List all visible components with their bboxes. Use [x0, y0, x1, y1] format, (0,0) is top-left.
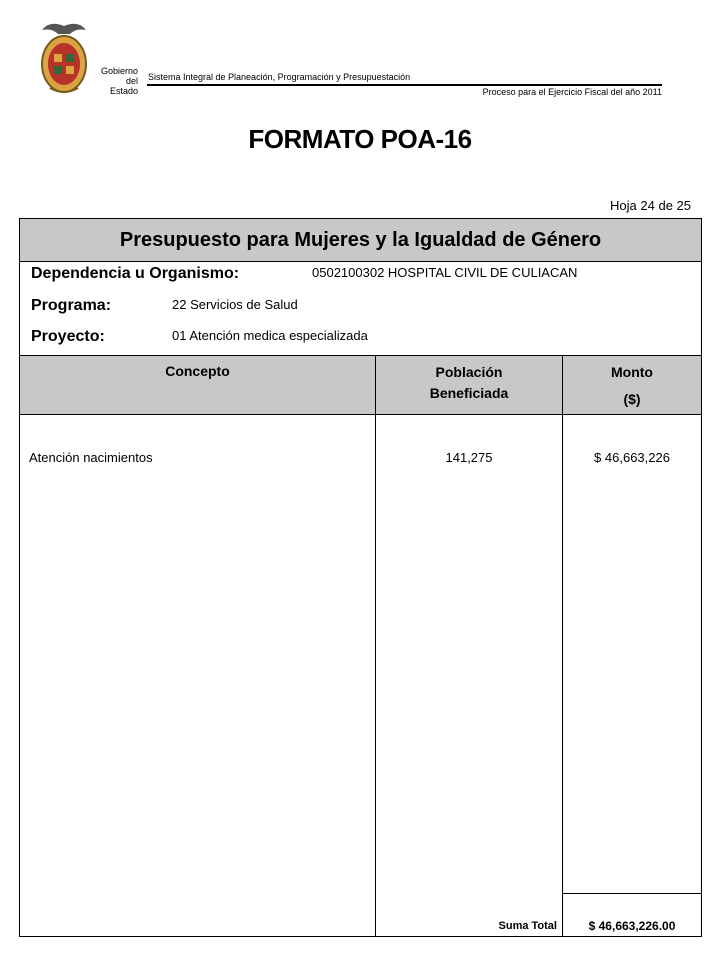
total-value: $ 46,663,226.00: [588, 919, 676, 933]
gov-line-1: Gobierno: [100, 66, 138, 76]
total-separator: [563, 893, 701, 894]
banner-title: Presupuesto para Mujeres y la Igualdad de Género: [119, 228, 602, 251]
row-population: 141,275: [445, 450, 493, 465]
page-title: FORMATO POA-16: [248, 124, 472, 154]
program-label: Programa:: [31, 297, 112, 314]
dependency-label: Dependencia u Organismo:: [31, 265, 240, 282]
program-value: 22 Servicios de Salud: [172, 297, 298, 312]
fiscal-process: Proceso para el Ejercicio Fiscal del año 2011: [482, 87, 662, 97]
state-coat-of-arms: [36, 18, 92, 98]
header-population-line1: Población: [435, 364, 503, 380]
header-amount: [563, 362, 701, 410]
header-concept: Concepto: [165, 363, 230, 379]
header-population-line2: Beneficiada: [429, 385, 509, 401]
sheet-number: Hoja 24 de 25: [610, 198, 691, 213]
project-label: Proyecto:: [31, 328, 105, 345]
form-banner: [20, 219, 701, 262]
dependency-value: 0502100302 HOSPITAL CIVIL DE CULIACAN: [312, 265, 578, 280]
system-name: Sistema Integral de Planeación, Programación y Presupuestación: [148, 72, 411, 82]
header-amount-line2: ($): [623, 391, 641, 407]
header-amount-line1: Monto: [611, 364, 653, 380]
project-value: 01 Atención medica especializada: [172, 328, 368, 343]
gov-line-2: del Estado: [109, 76, 138, 96]
header-rule: [147, 84, 662, 86]
row-concept: Atención nacimientos: [29, 450, 153, 465]
column-divider-1: [375, 355, 376, 937]
total-label: Suma Total: [498, 920, 557, 932]
form-frame: [19, 218, 702, 937]
header-population: [376, 362, 562, 404]
column-divider-2: [562, 355, 563, 937]
row-amount: $ 46,663,226: [594, 450, 670, 465]
government-label: [96, 66, 138, 96]
